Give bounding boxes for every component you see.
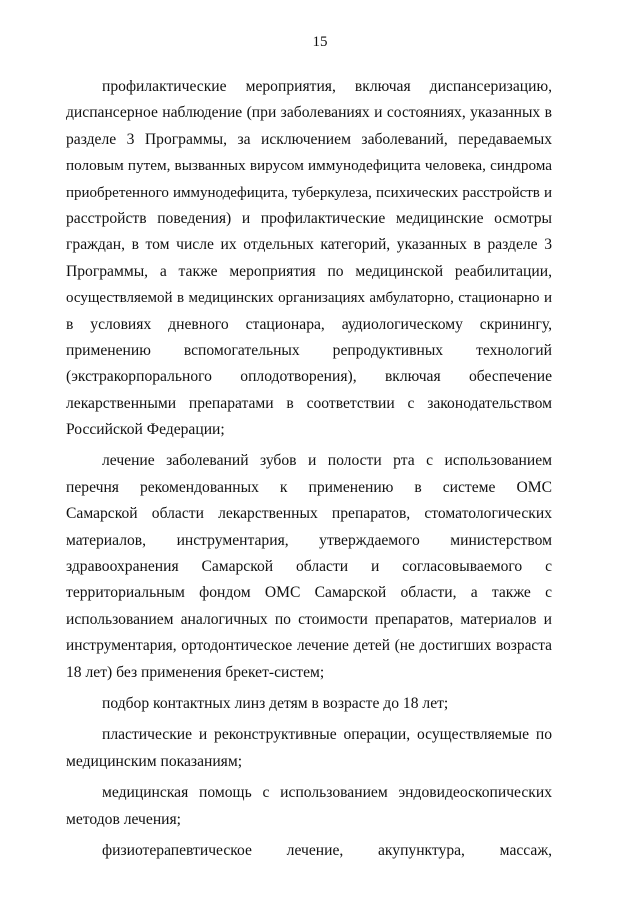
text-line: инструментария, ортодонтическое лечение детей (не достигших возраста (66, 637, 552, 655)
text-line: Самарской области лекарственных препаратов, стоматологических (66, 505, 552, 523)
text-line: методов лечения; (66, 810, 182, 828)
text-line: (экстракорпорального оплодотворения), включая обеспечение (66, 368, 552, 386)
text-line: приобретенного иммунодефицита, туберкулеза, психических расстройств и (66, 184, 552, 201)
text-line: Программы, а также мероприятия по медицинской реабилитации, (66, 262, 552, 280)
text-line: материалов, инструментария, утверждаемого министерством (66, 531, 552, 549)
paragraph-contact-lenses (66, 691, 552, 717)
text-line: в условиях дневного стационара, аудиологическому скринингу, (66, 315, 552, 333)
text-line: профилактические мероприятия, включая диспансеризацию, (102, 78, 552, 95)
text-line: медицинская помощь с использованием эндовидеоскопических (102, 784, 552, 802)
text-line: диспансерное наблюдение (при заболеваниях и состояниях, указанных в (66, 104, 552, 122)
paragraph-endovideoscopic (66, 780, 552, 833)
text-line: лечение заболеваний зубов и полости рта с использованием (102, 452, 552, 470)
text-line: расстройств поведения) и профилактические медицинские осмотры (66, 209, 552, 227)
text-line: пластические и реконструктивные операции, осуществляемые по (102, 726, 552, 744)
text-line: 18 лет) без применения брекет-систем; (66, 663, 325, 681)
text-line: применению вспомогательных репродуктивных технологий (66, 341, 552, 359)
paragraph-physiotherapy (66, 838, 552, 864)
text-line: здравоохранения Самарской области и согласовываемого с (66, 558, 552, 576)
page-number: 15 (312, 34, 328, 50)
text-line: физиотерапевтическое лечение, акупунктура, массаж, (102, 841, 552, 859)
text-line: перечня рекомендованных к применению в системе ОМС (66, 478, 552, 496)
text-line: подбор контактных линз детям в возрасте до 18 лет; (102, 694, 449, 712)
text-line: Российской Федерации; (66, 421, 225, 439)
document-body (66, 74, 552, 864)
paragraph-plastic-surgery (66, 722, 552, 775)
text-line: территориальным фондом ОМС Самарской области, а также с (66, 584, 552, 602)
text-line: разделе 3 Программы, за исключением заболеваний, передаваемых (66, 130, 552, 148)
text-line: медицинским показаниям; (66, 752, 243, 770)
paragraph-preventive-measures (66, 74, 552, 443)
text-line: половым путем, вызванных вирусом иммунодефицита человека, синдрома (66, 157, 552, 175)
text-line: лекарственными препаратами в соответствии с законодательством (66, 394, 552, 412)
text-line: граждан, в том числе их отдельных категорий, указанных в разделе 3 (66, 236, 552, 254)
paragraph-dental-treatment (66, 448, 552, 686)
text-line: использованием аналогичных по стоимости препаратов, материалов и (66, 610, 552, 628)
text-line: осуществляемой в медицинских организациях амбулаторно, стационарно и (66, 290, 552, 307)
